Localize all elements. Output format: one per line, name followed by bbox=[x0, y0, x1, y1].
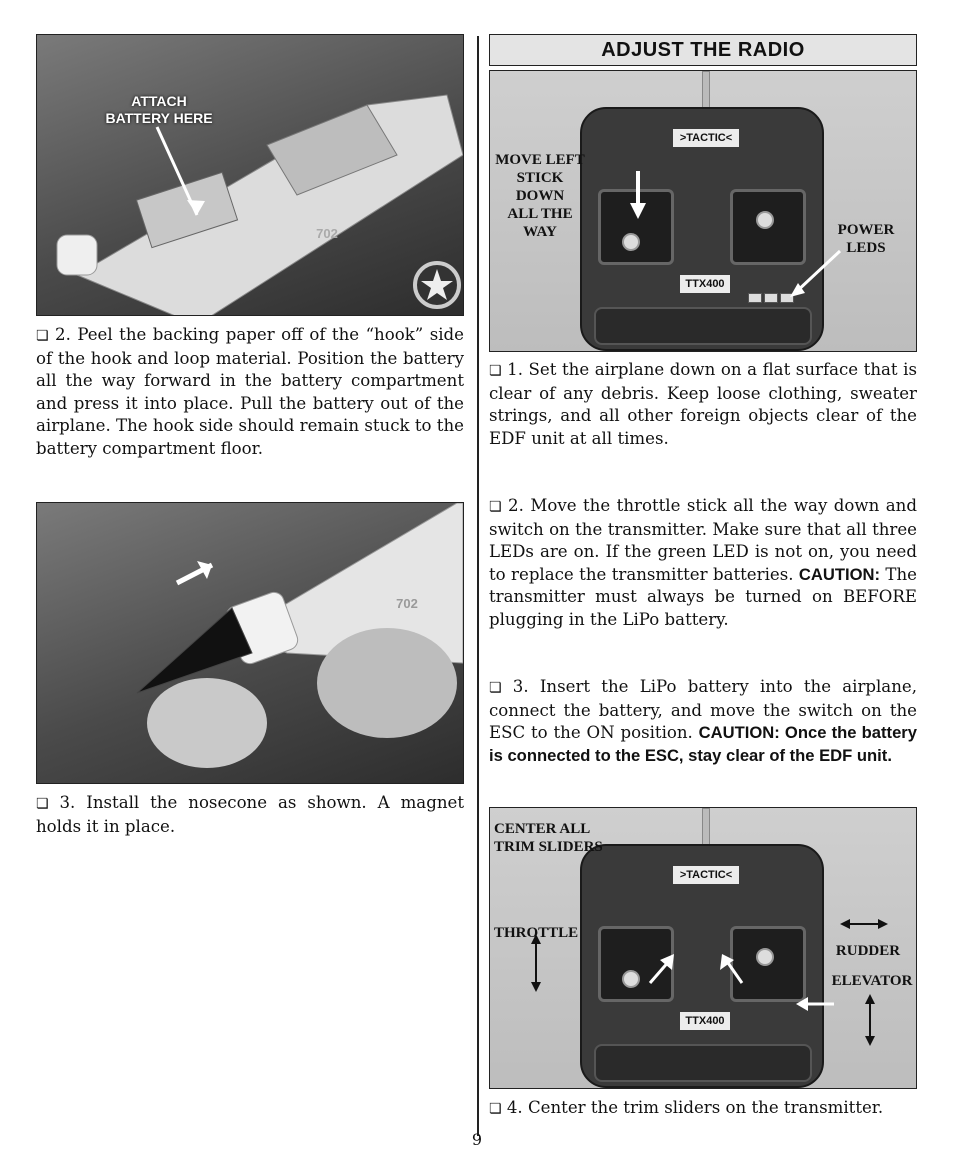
fuselage-illustration bbox=[37, 35, 463, 315]
nosecone-photo bbox=[36, 502, 464, 784]
caution-label: CAUTION: Once the battery is connected to the ESC, stay clear of the EDF unit. bbox=[489, 723, 917, 765]
transmitter-photo-1 bbox=[489, 70, 917, 352]
right-step-1 bbox=[489, 359, 917, 450]
right-step-3-text: 3. Insert the LiPo battery into the airplane, connect the battery, and move the switch on the ESC to the ON position. bbox=[489, 677, 917, 742]
checkbox-icon[interactable]: ❏ bbox=[489, 1101, 502, 1117]
checkbox-icon[interactable]: ❏ bbox=[36, 328, 49, 344]
left-step-2 bbox=[36, 324, 464, 460]
right-step-2-text: 2. Move the throttle stick all the way down and switch on the transmitter. Make sure that all three LEDs are on. If the green LED is not on, you need to replace the transmitter batteries. bbox=[489, 496, 917, 584]
fuselage-number-2: 702 bbox=[396, 596, 418, 611]
right-step-2-text-after: The transmitter must always be turned on BEFORE plugging in the LiPo battery. bbox=[489, 564, 917, 629]
elevator-label: ELEVATOR bbox=[831, 973, 913, 989]
move-left-stick-label: MOVE LEFT STICK DOWN ALL THE WAY bbox=[495, 152, 585, 240]
rudder-label: RUDDER bbox=[835, 943, 901, 959]
caution-label: CAUTION: bbox=[798, 564, 881, 584]
transmitter-model: TTX400 bbox=[680, 275, 730, 293]
column-divider bbox=[477, 36, 479, 1136]
throttle-label: THROTTLE bbox=[494, 925, 579, 941]
page-number: 9 bbox=[471, 1130, 483, 1149]
checkbox-icon[interactable]: ❏ bbox=[489, 499, 502, 515]
checkbox-icon[interactable]: ❏ bbox=[489, 363, 502, 379]
right-step-1-text: 1. Set the airplane down on a flat surface that is clear of any debris. Keep loose clothing, sweater strings, and all other foreign objects clear of the EDF unit at all times. bbox=[489, 360, 917, 448]
transmitter-brand: >TACTIC< bbox=[673, 129, 739, 147]
transmitter-model: TTX400 bbox=[680, 1012, 730, 1030]
checkbox-icon[interactable]: ❏ bbox=[36, 796, 49, 812]
section-title: ADJUST THE RADIO bbox=[489, 34, 917, 66]
fuselage-number: 702 bbox=[316, 226, 338, 241]
right-step-2 bbox=[489, 495, 917, 631]
left-step-2-text: 2. Peel the backing paper off of the “hook” side of the hook and loop material. Position the battery all the way forward in the battery compartment and press it into place. Pull the battery out of the airplane. The hook side should remain stuck to the battery compartment floor. bbox=[36, 325, 464, 458]
nosecone-illustration bbox=[37, 503, 463, 783]
checkbox-icon[interactable]: ❏ bbox=[489, 680, 502, 696]
transmitter-photo-2 bbox=[489, 807, 917, 1089]
right-step-4-text: 4. Center the trim sliders on the transmitter. bbox=[501, 1098, 884, 1117]
left-step-3-text: 3. Install the nosecone as shown. A magnet holds it in place. bbox=[36, 793, 464, 836]
left-column bbox=[36, 34, 464, 838]
left-step-3 bbox=[36, 792, 464, 838]
power-leds-label: POWER LEDS bbox=[837, 222, 895, 256]
attach-battery-label: ATTACH BATTERY HERE bbox=[105, 93, 213, 126]
right-column bbox=[489, 34, 917, 1121]
right-step-4 bbox=[489, 1097, 917, 1121]
battery-compartment-photo bbox=[36, 34, 464, 316]
center-trim-label: CENTER ALL TRIM SLIDERS bbox=[494, 821, 603, 855]
transmitter-brand: >TACTIC< bbox=[673, 866, 739, 884]
right-step-3 bbox=[489, 676, 917, 767]
